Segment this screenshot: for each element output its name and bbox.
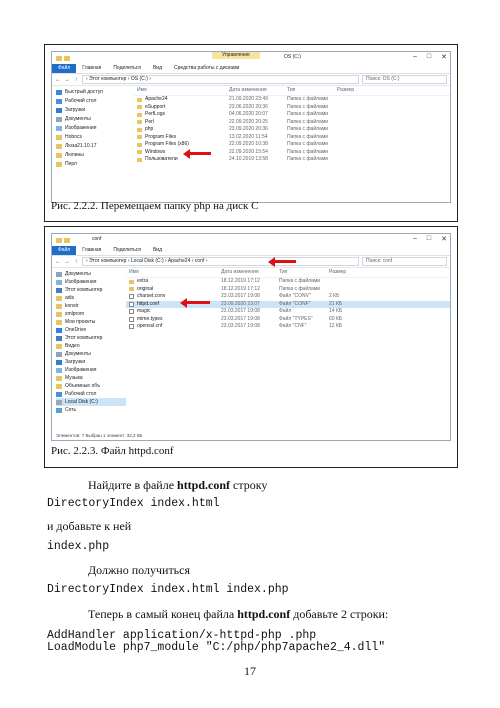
file-name: Пользователи <box>145 156 178 162</box>
folder-icon <box>56 153 62 158</box>
folder-icon <box>137 150 142 154</box>
column-name[interactable]: Имя <box>137 87 147 93</box>
back-icon[interactable]: ← <box>55 76 61 83</box>
folder-icon <box>137 113 142 117</box>
file-type: Файл "CNF" <box>279 323 307 329</box>
nav-item-label: Рабочий стол <box>65 391 97 397</box>
paragraph-add: и добавьте к ней <box>47 519 132 533</box>
computer-icon <box>56 288 62 293</box>
nav-item-desktop[interactable] <box>56 390 126 398</box>
file-row[interactable] <box>126 286 450 294</box>
file-size: 21 КБ <box>329 300 343 307</box>
nav-item-documents[interactable] <box>56 350 126 358</box>
folder-icon <box>129 280 134 284</box>
quick-access-toolbar <box>56 238 70 243</box>
figure-1 <box>44 44 458 222</box>
folder-icon <box>56 296 62 301</box>
file-row[interactable] <box>126 278 450 286</box>
nav-item-label: Документы <box>65 351 91 357</box>
nav-item-label: Люза21.10.17 <box>65 143 97 149</box>
nav-item-folder[interactable] <box>56 151 134 160</box>
file-date: 21.09.2020 23:49 <box>229 96 268 102</box>
column-type[interactable]: Тип <box>287 87 296 93</box>
filename-bold: httpd.conf <box>237 607 291 621</box>
file-type: Папка с файлами <box>287 118 329 125</box>
red-arrow-icon <box>274 260 296 263</box>
nav-item-label: adis <box>65 295 75 301</box>
file-size: 2 КБ <box>329 293 340 299</box>
file-name: Windows <box>145 148 166 155</box>
nav-item-downloads[interactable] <box>56 358 126 366</box>
file-type: Папка с файлами <box>279 285 321 292</box>
file-icon <box>129 309 134 314</box>
tab-view[interactable]: Вид <box>152 247 162 253</box>
up-icon[interactable]: ↑ <box>74 258 78 265</box>
nav-item-downloads[interactable] <box>56 106 134 115</box>
file-type: Папка с файлами <box>287 126 329 132</box>
text: добавьте 2 строки: <box>290 607 389 621</box>
status-bar: Элементов: 7 Выбран 1 элемент: 32,2 КБ <box>56 433 143 438</box>
drive-icon <box>56 400 62 405</box>
file-date: 23.06.2020 20:36 <box>229 103 268 110</box>
file-row[interactable] <box>134 134 450 142</box>
folder-icon <box>137 143 142 147</box>
file-list-header <box>134 86 450 96</box>
nav-item-label: konstr <box>65 303 79 309</box>
file-date: 23.03.2017 19:08 <box>221 308 260 314</box>
file-size: 60 КБ <box>329 315 343 322</box>
quick-access-toolbar <box>56 56 70 61</box>
file-name: magic <box>137 308 151 314</box>
file-name: Program Files (x86) <box>145 141 189 147</box>
file-date: 22.09.2020 20:25 <box>229 118 268 125</box>
file-date: 23.03.2017 19:08 <box>221 315 260 322</box>
nav-item-label: Люпины <box>65 152 84 158</box>
file-name: eSupport <box>145 103 166 110</box>
file-name: httpd.conf <box>137 300 159 307</box>
file-row[interactable] <box>134 111 450 119</box>
explorer-window-2 <box>51 233 451 441</box>
file-row[interactable] <box>126 293 450 301</box>
code-line-4b: LoadModule php7_module "C:/php/php7apache2_4.dll" <box>47 641 386 654</box>
nav-item-onedrive[interactable] <box>56 326 126 334</box>
file-size: 12 КБ <box>329 323 343 329</box>
file-row[interactable] <box>134 96 450 104</box>
column-date[interactable]: Дата изменения <box>229 87 267 93</box>
red-arrow-icon <box>186 301 210 304</box>
file-size <box>329 286 365 294</box>
ribbon-tabs <box>52 246 450 256</box>
nav-item-label: Изображения <box>65 279 97 285</box>
folder-icon <box>56 135 62 140</box>
address-row <box>52 74 450 86</box>
file-date: 04.06.2020 20:07 <box>229 111 268 117</box>
code-line-4a: AddHandler application/x-httpd-php .php <box>47 629 317 642</box>
file-list <box>126 268 450 414</box>
file-name: Program Files <box>145 133 177 140</box>
file-row[interactable] <box>134 119 450 127</box>
file-row-php[interactable] <box>134 126 450 134</box>
search-input[interactable]: Поиск: conf <box>362 257 447 266</box>
nav-item-this-pc[interactable] <box>56 286 126 294</box>
explorer-window-1 <box>51 51 451 203</box>
text: Теперь в самый конец файла <box>88 607 238 621</box>
maximize-icon[interactable]: □ <box>426 235 432 242</box>
file-icon <box>129 324 134 329</box>
search-input[interactable]: Поиск: OS (C:) <box>362 75 447 84</box>
nav-item-label: Музыка <box>65 375 83 381</box>
tab-view[interactable]: Вид <box>152 65 162 71</box>
nav-item-label: Документы <box>65 271 91 277</box>
address-row <box>52 256 450 268</box>
text: строку <box>230 478 268 492</box>
nav-item-folder[interactable] <box>56 318 126 326</box>
nav-item-folder[interactable] <box>56 310 126 318</box>
column-name[interactable]: Имя <box>129 269 139 275</box>
file-type: Папка с файлами <box>287 133 329 140</box>
window-controls <box>413 53 447 61</box>
file-name: original <box>137 285 154 292</box>
folder-icon <box>137 128 142 132</box>
nav-item-label: Сеть <box>65 407 77 413</box>
explorer-body <box>52 86 450 169</box>
title-bar <box>52 52 450 64</box>
nav-item-label: Изображения <box>65 125 97 131</box>
folder-icon <box>56 312 62 317</box>
file-type: Папка с файлами <box>287 148 329 155</box>
nav-item-label: Изображения <box>65 367 97 373</box>
file-icon <box>129 294 134 299</box>
title-bar <box>52 234 450 246</box>
nav-item-quick-access[interactable] <box>56 88 134 97</box>
tab-manage[interactable]: Управление <box>212 52 260 59</box>
nav-item-network[interactable] <box>56 406 126 414</box>
pictures-icon <box>56 368 62 373</box>
file-type: Папка с файлами <box>287 141 329 147</box>
file-date: 23.09.2020 23:07 <box>221 300 260 307</box>
nav-item-pictures[interactable] <box>56 124 134 133</box>
cloud-icon <box>56 328 62 333</box>
page-number: 17 <box>244 664 256 678</box>
nav-item-pictures[interactable] <box>56 278 126 286</box>
folder-icon <box>137 135 142 139</box>
nav-item-folder[interactable] <box>56 160 134 169</box>
file-list <box>134 86 450 169</box>
file-date: 23.09.2020 20:36 <box>229 126 268 132</box>
nav-item-label: Загрузки <box>65 107 86 113</box>
folder-icon <box>137 158 142 162</box>
text: Найдите в файле <box>88 478 178 492</box>
file-type: Файл "TYPES" <box>279 315 313 322</box>
computer-icon <box>56 336 62 341</box>
file-name: mime.types <box>137 315 163 322</box>
code-line-2: index.php <box>47 540 110 553</box>
file-name: php <box>145 126 154 132</box>
nav-item-label: Hobocs <box>65 134 82 140</box>
file-size: 14 КБ <box>329 308 343 314</box>
minimize-icon[interactable]: – <box>412 53 417 60</box>
nav-item-label: Загрузки <box>65 359 86 365</box>
nav-item-documents[interactable] <box>56 270 126 278</box>
nav-item-label: Документы <box>65 116 91 122</box>
file-icon <box>129 317 134 322</box>
nav-item-label: Объемные объ <box>65 383 101 389</box>
folder-icon[interactable] <box>56 238 62 243</box>
file-row[interactable] <box>134 104 450 112</box>
file-type: Файл <box>279 308 292 314</box>
figure-caption: Рис. 2.2.2. Перемещаем папку php на диск C <box>51 200 259 212</box>
file-name: Apache24 <box>145 96 168 102</box>
column-size[interactable]: Размер <box>337 87 355 93</box>
tab-home[interactable]: Главная <box>82 247 102 253</box>
maximize-icon[interactable]: □ <box>426 53 432 60</box>
desktop-icon <box>56 392 62 397</box>
nav-item-pictures[interactable] <box>56 366 126 374</box>
file-date: 18.12.2019 17:12 <box>221 285 260 292</box>
nav-item-this-pc[interactable] <box>56 334 126 342</box>
folder-icon <box>56 304 62 309</box>
address-bar[interactable]: › Этот компьютер › OS (C:) › <box>82 75 359 84</box>
star-icon <box>56 90 62 95</box>
nav-item-folder[interactable] <box>56 133 134 142</box>
paragraph-result: Должно получиться <box>88 563 190 577</box>
file-name: openssl.cnf <box>137 323 163 329</box>
nav-item-label: Local Disk (C:) <box>65 399 98 405</box>
folder-icon <box>137 98 142 102</box>
figure-caption: Рис. 2.2.3. Файл httpd.conf <box>51 445 174 457</box>
download-icon <box>56 108 62 113</box>
pictures-icon <box>56 126 62 131</box>
navigation-pane <box>52 86 134 169</box>
nav-item-label: xmlprom <box>65 311 85 317</box>
file-type: Папка с файлами <box>287 111 329 117</box>
tab-share[interactable]: Поделиться <box>113 65 141 71</box>
tab-share[interactable]: Поделиться <box>113 247 141 253</box>
nav-item-label: Этот компьютер <box>65 335 103 341</box>
file-name: PerfLogs <box>145 111 166 117</box>
tab-file[interactable]: Файл <box>52 64 76 73</box>
code-line-3: DirectoryIndex index.html index.php <box>47 583 289 596</box>
file-date: 23.03.2017 19:08 <box>221 293 260 299</box>
nav-item-label: Мои проекты <box>65 319 96 325</box>
back-icon[interactable]: ← <box>55 258 61 265</box>
nav-item-folder[interactable] <box>56 142 134 151</box>
filename-bold: httpd.conf <box>177 478 231 492</box>
window-title: conf <box>92 236 102 242</box>
file-row[interactable] <box>134 149 450 157</box>
file-name: charset.conv <box>137 293 166 299</box>
nav-item-folder[interactable] <box>56 374 126 382</box>
folder-icon <box>129 287 134 291</box>
folder-icon <box>56 320 62 325</box>
column-date[interactable]: Дата изменения <box>221 269 259 275</box>
nav-item-folder[interactable] <box>56 294 126 302</box>
folder-icon <box>56 162 62 167</box>
file-row[interactable] <box>126 323 450 331</box>
file-row-httpd-conf[interactable] <box>126 301 450 309</box>
file-name: Perl <box>145 118 154 125</box>
file-date: 13.02.2020 11:54 <box>229 133 268 140</box>
file-list-header <box>126 268 450 278</box>
file-type: Папка с файлами <box>287 156 329 162</box>
file-date: 24.10.2019 13:58 <box>229 156 268 162</box>
forward-icon[interactable]: → <box>64 258 70 265</box>
file-name: extra <box>137 278 149 284</box>
file-type: Папка с файлами <box>287 103 329 110</box>
file-type: Файл "CONF" <box>279 300 311 307</box>
file-row[interactable] <box>126 308 450 316</box>
tab-home[interactable]: Главная <box>82 65 102 71</box>
file-type: Файл "CONV" <box>279 293 311 299</box>
folder-icon <box>137 120 142 124</box>
documents-icon <box>56 117 62 122</box>
desktop-icon <box>56 99 62 104</box>
paragraph-find-line <box>88 478 267 493</box>
navigation-pane <box>52 268 126 414</box>
file-row[interactable] <box>126 316 450 324</box>
file-row[interactable] <box>134 141 450 149</box>
folder-icon[interactable] <box>64 56 70 61</box>
figure-2 <box>44 226 458 468</box>
column-type[interactable]: Тип <box>279 269 288 275</box>
nav-item-folder[interactable] <box>56 302 126 310</box>
file-size <box>329 278 365 286</box>
nav-item-label: OneDrive <box>65 327 87 333</box>
ribbon-tabs <box>52 64 450 74</box>
download-icon <box>56 360 62 365</box>
code-line-1: DirectoryIndex index.html <box>47 497 220 510</box>
red-arrow-icon <box>189 152 211 155</box>
documents-icon <box>56 352 62 357</box>
nav-item-label: Быстрый доступ <box>65 89 103 95</box>
tab-file[interactable]: Файл <box>52 246 76 255</box>
nav-item-documents[interactable] <box>56 115 134 124</box>
nav-item-label: Видео <box>65 343 80 349</box>
paragraph-append <box>88 607 388 622</box>
documents-icon <box>56 272 62 277</box>
nav-item-label: Этот компьютер <box>65 287 103 293</box>
folder-icon <box>56 144 62 149</box>
folder-icon <box>56 344 62 349</box>
close-icon[interactable]: ✕ <box>441 54 447 61</box>
nav-item-local-disk[interactable] <box>56 398 126 406</box>
close-icon[interactable]: ✕ <box>441 236 447 243</box>
file-date: 18.12.2019 17:12 <box>221 278 260 284</box>
network-icon <box>56 408 62 413</box>
file-type: Папка с файлами <box>279 278 321 284</box>
file-type: Папка с файлами <box>287 96 329 102</box>
column-size[interactable]: Размер <box>329 269 347 275</box>
minimize-icon[interactable]: – <box>412 235 417 242</box>
folder-icon[interactable] <box>56 56 62 61</box>
nav-item-label: Перл <box>65 161 77 167</box>
tab-drive-tools[interactable]: Средства работы с дисками <box>174 65 240 71</box>
window-title: OS (C:) <box>284 54 301 60</box>
folder-icon <box>56 384 62 389</box>
file-icon <box>129 302 134 307</box>
file-date: 22.09.2020 10:38 <box>229 141 268 147</box>
file-date: 22.09.2020 15:54 <box>229 148 268 155</box>
explorer-body <box>52 268 450 414</box>
forward-icon[interactable]: → <box>64 76 70 83</box>
file-row[interactable] <box>134 156 450 164</box>
file-date: 23.03.2017 19:08 <box>221 323 260 329</box>
window-controls <box>413 235 447 243</box>
nav-item-folder[interactable] <box>56 382 126 390</box>
nav-item-desktop[interactable] <box>56 97 134 106</box>
folder-icon <box>137 105 142 109</box>
folder-icon[interactable] <box>64 238 70 243</box>
address-bar[interactable]: › Этот компьютер › Local Disk (C:) › Apache24 › conf › <box>82 257 359 266</box>
nav-item-folder[interactable] <box>56 342 126 350</box>
folder-icon <box>56 376 62 381</box>
nav-item-label: Рабочий стол <box>65 98 97 104</box>
pictures-icon <box>56 280 62 285</box>
up-icon[interactable]: ↑ <box>74 76 78 83</box>
